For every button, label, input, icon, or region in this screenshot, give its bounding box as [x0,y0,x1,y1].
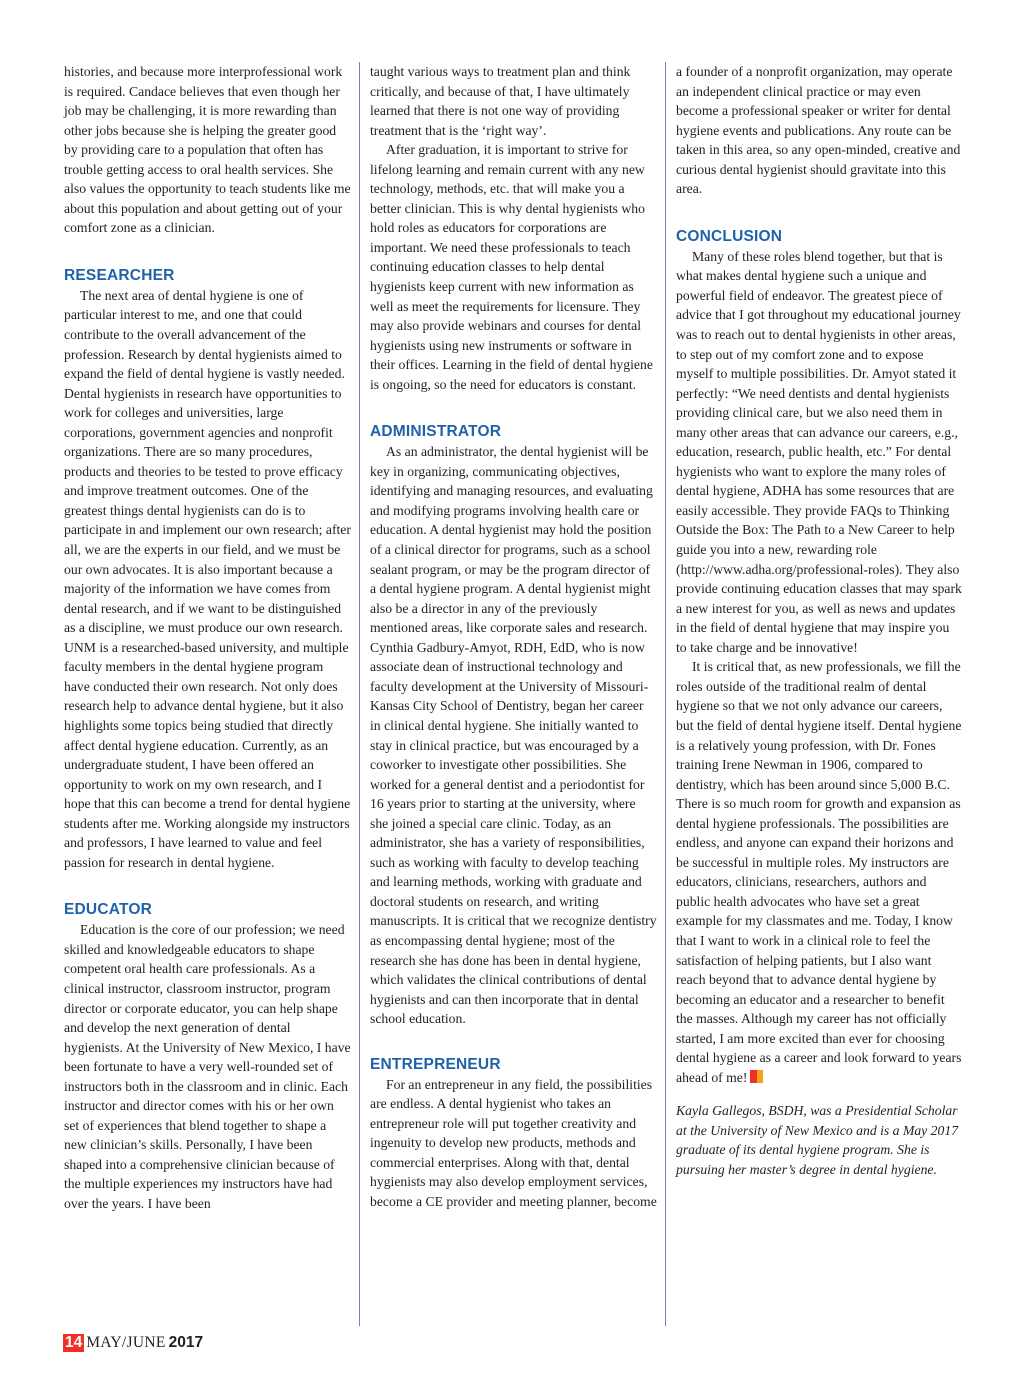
section-heading-entrepreneur: ENTREPRENEUR [370,1055,501,1073]
section-heading-researcher: RESEARCHER [64,266,175,284]
section-heading-educator: EDUCATOR [64,901,153,919]
paragraph: histories, and because more interprofessional work is required. Candace believes that even though her job may be challenging, it is more rewarding than other jobs because she is helping the greater good by providing care to a population that often has trouble getting access to oral health services. She also values the opportunity to teach students like me about this population and about getting out of your comfort zone as a clinician. [64,64,351,236]
paragraph: As an administrator, the dental hygienist will be key in organizing, communicating objectives, identifying and managing resources, and evaluating and modifying programs involving health care or education. A dental hygienist may hold the position of a clinical director for programs, such as a school sealant program, or may be the program director of a dental hygiene program. A dental hygienist might also be a director in any of the previously mentioned areas, like corporate sales and research. Cynthia Gadbury-Amyot, RDH, EdD, who is now associate dean of instructional technology and faculty development at the University of Missouri-Kansas City School of Dentistry, began her career in clinical dental hygiene. She initially wanted to stay in clinical practice, but was encouraged by a coworker to investigate other possibilities. She worked for a general dentist and a periodontist for 16 years prior to starting at the university, where she joined a special care clinic. Today, as an administrator, she has a variety of responsibilities, such as working with faculty to develop teaching and learning methods, working with graduate and doctoral students on research, and writing manuscripts. It is critical that we recognize dentistry as encompassing dental hygiene; most of the research she has done has been in dental hygiene, which validates the clinical contributions of dental hygienists and can then incorporate that in dental school education. [370,444,657,1027]
page-footer [63,1334,203,1352]
end-of-article-icon [750,1070,763,1083]
issue-year: 2017 [168,1334,204,1351]
column-1 [64,62,352,1214]
paragraph: The next area of dental hygiene is one of particular interest to me, and one that could contribute to the overall advancement of the profession. Research by dental hygienists aimed to expand the field of dental hygiene is vastly needed. Dental hygienists in research have opportunities to work for colleges and universities, large corporations, government agencies and nonprofit organizations. There are so many procedures, products and theories to be tested to prove efficacy and improve treatment outcomes. One of the greatest things dental hygienists can do is to participate in and implement our own research; after all, we are the experts in our field, and we must be our own advocates. It is also important because a majority of the information we have comes from dental research, and if we want to be distinguished as a discipline, we must produce our own research. UNM is a researched-based university, and multiple faculty members in the dental hygiene program have conducted their own research. Not only does research help to advance dental hygiene, but it also highlights some topics being studied that directly affect dental hygiene education. Currently, as an undergraduate student, I have been offered an opportunity to work on my own research, and I hope that this can become a trend for dental hygiene students after me. Working alongside my instructors and professors, I have learned to value and feel passion for research in dental hygiene. [64,287,351,870]
paragraph: a founder of a nonprofit organization, may operate an independent clinical practice or may even become a professional speaker or writer for dental hygiene events and publications. Any route can be taken in this area, so any open-minded, creative and curious dental hygienist should gravitate into this area. [676,64,961,197]
issue-label: MAY/JUNE [86,1334,166,1351]
author-bio: Kayla Gallegos, BSDH, was a Presidential Scholar at the University of New Mexico and is a May 2017 graduate of its dental hygiene program. She is pursuing her master’s degree in dental hygiene. [676,1103,959,1177]
column-divider [359,62,360,1326]
column-divider [665,62,666,1326]
paragraph: After graduation, it is important to strive for lifelong learning and remain current with any new technology, methods, etc. that will make you a better clinician. This is why dental hygienists who hold roles as educators for corporations are important. We need these professionals to teach continuing education classes to help dental hygienists keep current with new information as well as meet the requirements for licensure. They may also provide webinars and courses for dental hygienists using new instruments or software in their offices. Learning in the field of dental hygiene is ongoing, so the need for educators is constant. [370,142,653,392]
paragraph: Education is the core of our profession; we need skilled and knowledgeable educators to shape competent oral health care professionals. As a clinical instructor, classroom instructor, program director or corporate educator, you can help shape and develop the next generation of dental hygienists. At the University of New Mexico, I have been fortunate to have a very well-rounded set of instructors both in the classroom and in clinic. Each instructor and director comes with his or her own set of experiences that blend together to shape a new clinician’s skills. Personally, I have been shaped into a comprehensive clinician because of the multiple experiences my instructors have had over the years. I have been [64,922,351,1211]
column-2 [370,62,657,1212]
section-heading-administrator: ADMINISTRATOR [370,423,502,441]
paragraph-text: It is critical that, as new professionals, we fill the roles outside of the traditional realm of dental hygiene so that we not only advance our careers, but the field of dental hygiene itself. Dental hygiene is a relatively young profession, with Dr. Fones training Irene Newman in 1906, compared to dentistry, which has been around since 5,000 B.C. There is so much room for growth and expansion as dental hygiene professionals. The possibilities are endless, and anyone can expand their horizons and be successful in multiple roles. My instructors are educators, clinicians, researchers, authors and public health advocates who have set a great example for my classmates and me. Today, I know that I want to work in a clinical role to feel the satisfaction of helping patients, but I also want reach beyond that to advance dental hygiene by becoming an educator and a researcher to benefit the masses. Although my career has not officially started, I am more excited than ever for choosing dental hygiene as a career and look forward to years ahead of me! [676,659,962,1085]
paragraph: For an entrepreneur in any field, the possibilities are endless. A dental hygienist who takes an entrepreneur role will put together creativity and ingenuity to develop new products, methods and commercial enterprises. Along with that, dental hygienists may also develop employment services, become a CE provider and meeting planner, become [370,1076,657,1209]
paragraph: taught various ways to treatment plan and think critically, and because of that, I have ultimately learned that there is not one way of providing treatment that is the ‘right way’. [370,64,631,138]
paragraph: Many of these roles blend together, but that is what makes dental hygiene such a unique and powerful field of endeavor. The greatest piece of advice that I got throughout my educational journey was to reach out to dental hygienists in other areas, to step out of my comfort zone and to expose myself to multiple possibilities. Dr. Amyot stated it perfectly: “We need dentists and dental hygienists providing clinical care, but we also need them in many other areas that can advance our careers, e.g., education, research, public health, etc.” For dental hygienists who want to explore the many roles of dental hygiene, ADHA has some resources that are easily accessible. They provide FAQs to Thinking Outside the Box: The Path to a New Career to help guide you into a new, rewarding role (http://www.adha.org/professional-roles). They also provide continuing education classes that may spark a new interest for you, as well as news and updates in the field of dental hygiene that may inspire you to take charge and be innovative! [676,248,962,655]
page-number: 14 [65,1334,83,1351]
column-3 [676,62,963,1180]
paragraph-with-end-mark [676,657,963,1087]
section-heading-conclusion: CONCLUSION [676,227,783,245]
